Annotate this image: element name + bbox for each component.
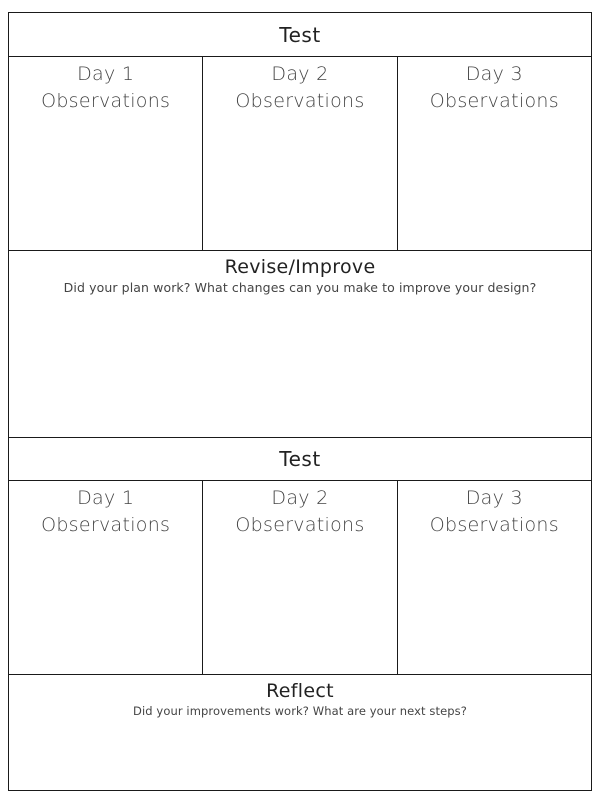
worksheet	[8, 12, 592, 791]
observations-label: Observations	[429, 514, 559, 536]
observations-row-2	[9, 481, 591, 675]
day-label: Day 1	[77, 487, 135, 509]
day-label: Day 1	[77, 63, 135, 85]
revise-improve-prompt: Did your plan work? What changes can you make to improve your design?	[63, 280, 537, 295]
observation-cell-day-2[interactable]	[203, 481, 397, 674]
observation-cell-day-3[interactable]	[398, 481, 591, 674]
reflect-prompt: Did your improvements work? What are your next steps?	[133, 704, 467, 718]
test-header-1	[9, 13, 591, 57]
observation-cell-day-1[interactable]	[9, 481, 203, 674]
observations-label: Observations	[429, 90, 559, 112]
observation-cell-day-1[interactable]	[9, 57, 203, 250]
test-title-2: Test	[279, 447, 321, 471]
observation-cell-day-3[interactable]	[398, 57, 591, 250]
reflect-title: Reflect	[266, 680, 334, 702]
revise-improve-section[interactable]	[9, 251, 591, 438]
day-label: Day 2	[271, 487, 329, 509]
day-label: Day 3	[465, 63, 523, 85]
day-label: Day 2	[271, 63, 329, 85]
day-label: Day 3	[465, 487, 523, 509]
observations-label: Observations	[41, 514, 171, 536]
observations-label: Observations	[235, 514, 365, 536]
observation-cell-day-2[interactable]	[203, 57, 397, 250]
observations-row-1	[9, 57, 591, 251]
reflect-section[interactable]	[9, 675, 591, 792]
observations-label: Observations	[41, 90, 171, 112]
test-title-1: Test	[279, 22, 321, 47]
revise-improve-title: Revise/Improve	[224, 256, 376, 278]
test-header-2	[9, 438, 591, 481]
observations-label: Observations	[235, 90, 365, 112]
